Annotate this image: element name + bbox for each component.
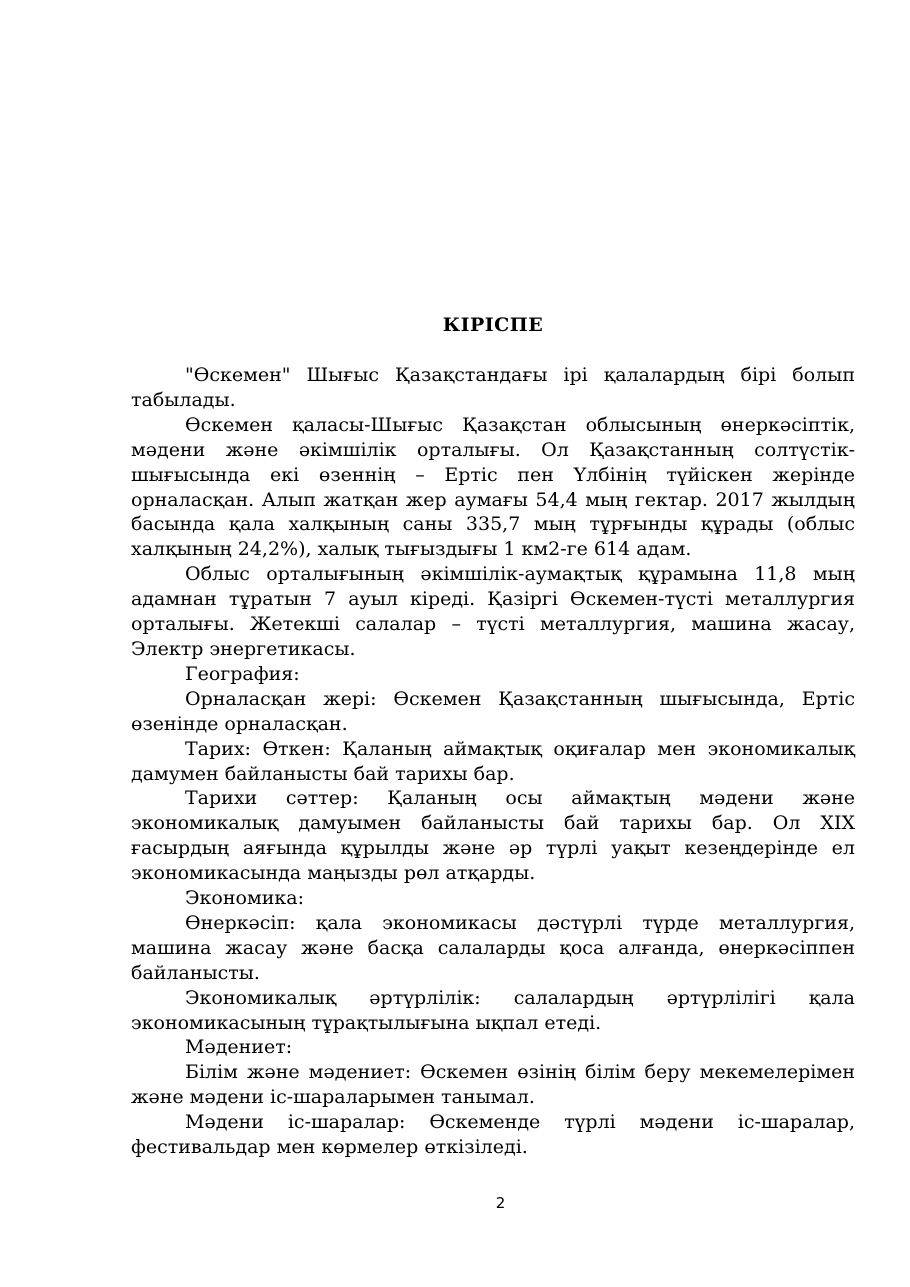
paragraph-economic-diversity: Экономикалық әртүрлілік: салалардың әртүрлілігі қала экономикасының тұрақтылығына ықпал етеді. [131, 986, 855, 1034]
paragraph-history-moments: Тарихи сәттер: Қаланың осы аймақтың мәдени және экономикалық дамуымен байланысты бай тарихы бар. Ол XIX ғасырдың аяғында құрылды және әр түрлі уақыт кезеңдерінде ел экономикасында маңызды рөл атқарды. [131, 787, 855, 885]
heading-geography: География: [185, 662, 300, 685]
paragraph-city-overview: Өскемен қаласы-Шығыс Қазақстан облысының өнеркәсіптік, мәдени және әкімшілік орталығы. Ол Қазақстанның солтүстік-шығысында екі өзеннің – Ертіс пен Үлбінің түйіскен жерінде орналасқан. Алып жатқан жер аумағы 54,4 мың гектар. 2017 жылдың басында қала халқының саны 335,7 мың тұрғынды құрады (облыс халқының 24,2%), халық тығыздығы 1 км2-ге 614 адам. [131, 413, 855, 561]
heading-culture: Мәдениет: [185, 1036, 293, 1059]
document-body [131, 363, 855, 1160]
paragraph-location: Орналасқан жері: Өскемен Қазақстанның шығысында, Ертіс өзенінде орналасқан. [131, 687, 855, 735]
paragraph-history-past: Тарих: Өткен: Қаланың аймақтық оқиғалар мен экономикалық дамумен байланысты бай тарихы бар. [131, 737, 855, 785]
paragraph-education-culture: Білім және мәдениет: Өскемен өзінің білім беру мекемелерімен және мәдени іс-шараларымен танымал. [131, 1061, 855, 1109]
paragraph-industry: Өнеркәсіп: қала экономикасы дәстүрлі түрде металлургия, машина жасау және басқа салаларды қоса алғанда, өнеркәсіппен байланысты. [131, 911, 855, 984]
page-number: 2 [495, 1194, 506, 1212]
paragraph-cultural-events: Мәдени іс-шаралар: Өскеменде түрлі мәдени іс-шаралар, фестивальдар мен көрмелер өткізіледі. [131, 1111, 855, 1159]
heading-economy: Экономика: [185, 887, 305, 910]
page-title: КІРІСПЕ [442, 314, 544, 336]
paragraph-intro: "Өскемен" Шығыс Қазақстандағы ірі қалалардың бірі болып табылады. [131, 364, 855, 411]
paragraph-administrative: Облыс орталығының әкімшілік-аумақтық құрамына 11,8 мың адамнан тұратын 7 ауыл кіреді. Қазіргі Өскемен-түсті металлургия орталығы. Жетекші салалар – түсті металлургия, машина жасау, Электр энергетикасы. [131, 563, 855, 660]
